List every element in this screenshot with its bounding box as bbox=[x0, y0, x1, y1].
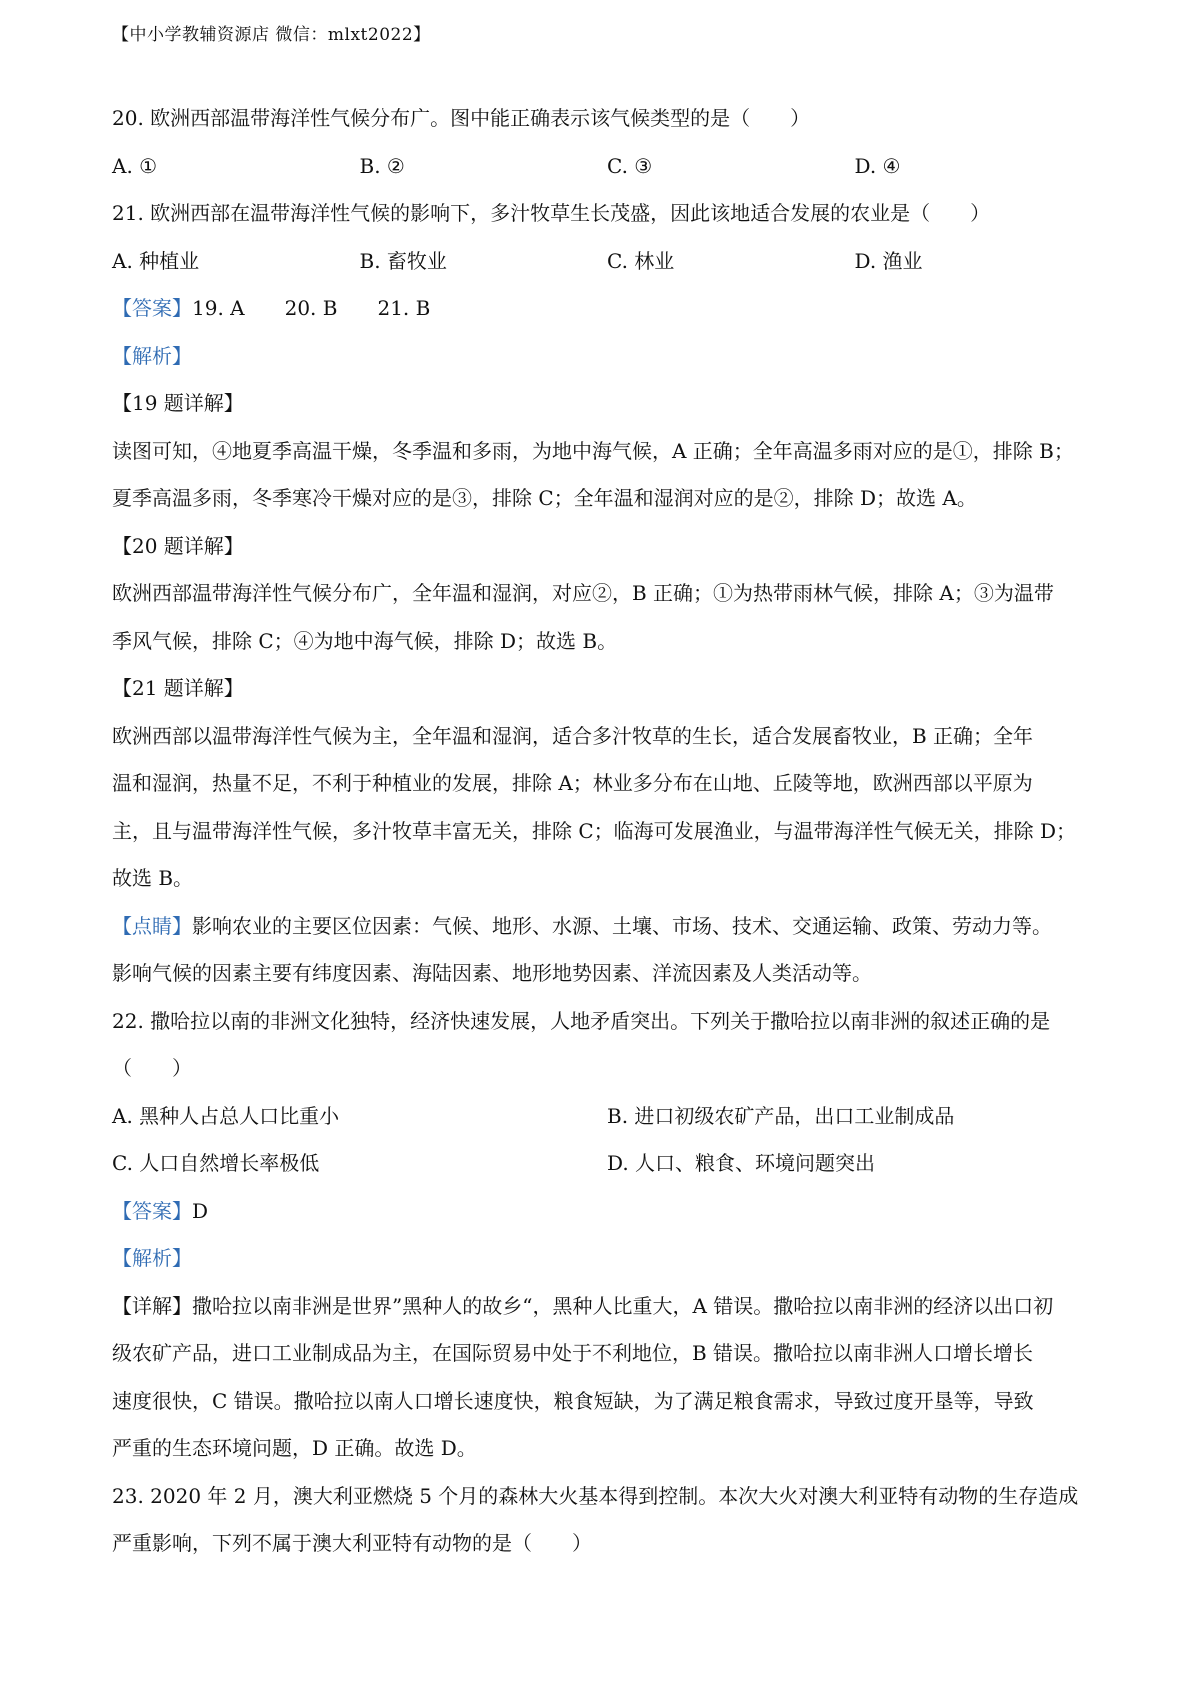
question-20-options bbox=[112, 143, 1102, 191]
detail-21-text: 温和湿润，热量不足，不利于种植业的发展，排除 A；林业多分布在山地、丘陵等地，欧洲西部以平原为 bbox=[112, 771, 1033, 795]
detail-21-title: 【21 题详解】 bbox=[112, 676, 244, 700]
detail-21-text: 欧洲西部以温带海洋性气候为主，全年温和湿润，适合多汁牧草的生长，适合发展畜牧业，B 正确；全年 bbox=[112, 723, 1034, 748]
q20-option-b: B. ② bbox=[359, 153, 405, 178]
q20-option-c: C. ③ bbox=[607, 153, 653, 178]
answer-value: D bbox=[192, 1198, 209, 1223]
detail-20-text: 欧洲西部温带海洋性气候分布广，全年温和湿润，对应②，B 正确；①为热带雨林气候，排除 A；③为温带 bbox=[112, 581, 1054, 605]
detail-21-text: 故选 B。 bbox=[112, 866, 194, 890]
answer-label: 【答案】 bbox=[112, 296, 192, 320]
key-point bbox=[112, 903, 1102, 951]
detail-22-text: 级农矿产品，进口工业制成品为主，在国际贸易中处于不利地位，B 错误。撒哈拉以南非洲人口增长增长 bbox=[112, 1341, 1034, 1365]
q20-option-a: A. ① bbox=[112, 153, 158, 178]
q22-option-b: B. 进口初级农矿产品，出口工业制成品 bbox=[607, 1103, 955, 1128]
q22-option-a: A. 黑种人占总人口比重小 bbox=[112, 1103, 340, 1128]
question-23-stem: 严重影响，下列不属于澳大利亚特有动物的是（ ） bbox=[112, 1531, 592, 1555]
key-point-text: 影响气候的因素主要有纬度因素、海陆因素、地形地势因素、洋流因素及人类活动等。 bbox=[112, 961, 872, 985]
page-header: 【中小学教辅资源店 微信：mlxt2022】 bbox=[112, 25, 431, 45]
detail-20-text: 季风气候，排除 C；④为地中海气候，排除 D；故选 B。 bbox=[112, 628, 618, 653]
key-point-text: 影响农业的主要区位因素：气候、地形、水源、土壤、市场、技术、交通运输、政策、劳动力等。 bbox=[192, 913, 1052, 938]
detail-22-label: 【详解】 bbox=[112, 1293, 192, 1318]
question-22-bracket: （ ） bbox=[112, 1056, 192, 1080]
q21-option-c: C. 林业 bbox=[607, 248, 675, 273]
answer-label: 【答案】 bbox=[112, 1198, 192, 1223]
q22-option-c: C. 人口自然增长率极低 bbox=[112, 1151, 320, 1175]
answer-19-21 bbox=[112, 285, 1102, 333]
q21-option-a: A. 种植业 bbox=[112, 248, 200, 273]
page-content bbox=[112, 95, 1102, 1568]
q21-option-b: B. 畜牧业 bbox=[359, 248, 447, 273]
q21-option-d: D. 渔业 bbox=[854, 248, 923, 273]
detail-22-text: 撒哈拉以南非洲是世界”黑种人的故乡“，黑种人比重大，A 错误。撒哈拉以南非洲的经济以出口初 bbox=[192, 1293, 1054, 1318]
detail-19-title: 【19 题详解】 bbox=[112, 391, 244, 415]
question-22-stem: 22. 撒哈拉以南的非洲文化独特，经济快速发展，人地矛盾突出。下列关于撒哈拉以南非洲的叙述正确的是 bbox=[112, 1008, 1051, 1033]
key-point-label: 【点睛】 bbox=[112, 913, 192, 938]
detail-19-text: 夏季高温多雨，冬季寒冷干燥对应的是③，排除 C；全年温和湿润对应的是②，排除 D；故选 A。 bbox=[112, 486, 977, 510]
question-21-stem: 21. 欧洲西部在温带海洋性气候的影响下，多汁牧草生长茂盛，因此该地适合发展的农业是（ ） bbox=[112, 201, 991, 225]
analysis-label: 【解析】 bbox=[112, 343, 192, 368]
answer-value: 19. A 20. B 21. B bbox=[192, 296, 431, 320]
question-22-options-row2 bbox=[112, 1140, 1102, 1188]
answer-22 bbox=[112, 1188, 1102, 1236]
question-20-stem: 20. 欧洲西部温带海洋性气候分布广。图中能正确表示该气候类型的是（ ） bbox=[112, 106, 811, 130]
question-21-options bbox=[112, 238, 1102, 286]
detail-21-text: 主，且与温带海洋性气候，多汁牧草丰富无关，排除 C；临海可发展渔业，与温带海洋性气候无关，排除 D； bbox=[112, 818, 1077, 843]
detail-22-text: 速度很快，C 错误。撒哈拉以南人口增长速度快，粮食短缺，为了满足粮食需求，导致过度开垦等，导致 bbox=[112, 1388, 1034, 1413]
question-22-options-row1 bbox=[112, 1093, 1102, 1141]
detail-19-text: 读图可知，④地夏季高温干燥，冬季温和多雨，为地中海气候，A 正确；全年高温多雨对应的是①，排除 B； bbox=[112, 438, 1074, 463]
question-23-stem: 23. 2020 年 2 月，澳大利亚燃烧 5 个月的森林大火基本得到控制。本次大火对澳大利亚特有动物的生存造成 bbox=[112, 1483, 1079, 1508]
q22-option-d: D. 人口、粮食、环境问题突出 bbox=[607, 1151, 876, 1175]
detail-20-title: 【20 题详解】 bbox=[112, 533, 244, 558]
detail-22-text: 严重的生态环境问题，D 正确。故选 D。 bbox=[112, 1436, 477, 1460]
q20-option-d: D. ④ bbox=[854, 153, 901, 178]
analysis-label: 【解析】 bbox=[112, 1246, 192, 1270]
detail-22 bbox=[112, 1283, 1102, 1331]
